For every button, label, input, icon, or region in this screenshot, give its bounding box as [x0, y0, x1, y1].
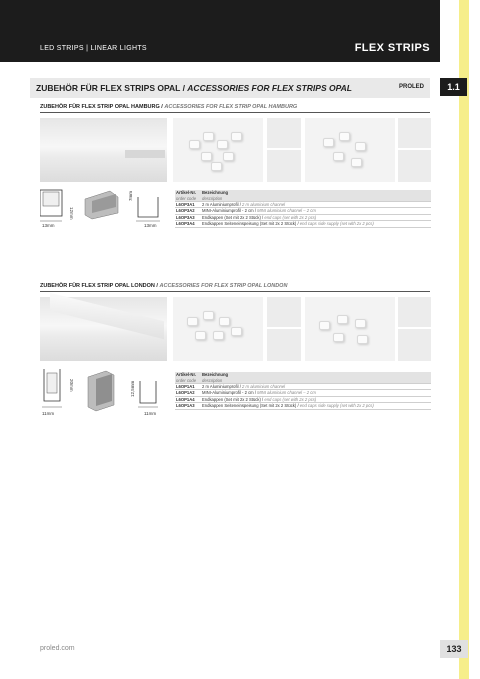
product-photo-channel	[40, 297, 167, 361]
dimension-width-2: 13mm	[144, 223, 157, 228]
product-photo-end-caps	[173, 118, 263, 182]
product-photo-side-caps	[305, 118, 395, 182]
product-photo-channel	[40, 118, 167, 182]
product-photo-detail-1	[267, 297, 301, 327]
technical-drawing-hamburg	[40, 187, 175, 229]
product-photo-detail-2	[267, 150, 301, 182]
technical-drawing-london	[40, 367, 175, 419]
section-title-london: ZUBEHÖR FÜR FLEX STRIP OPAL LONDON / ACCESSORIES FOR FLEX STRIP OPAL LONDON	[40, 283, 288, 289]
brand-logo: PROLED	[398, 84, 424, 90]
section-divider	[40, 112, 430, 113]
page-title-bar	[30, 78, 430, 98]
table-row: L6OP3A3 Endkappen (Set mit 2x 2 Stück) / end caps (set with 2x 2 pcs)	[175, 215, 431, 221]
page-header	[0, 0, 440, 62]
table-header-row: Artikel-Nr. order code Bezeichnung description	[175, 372, 431, 384]
dimension-height-2: 7mm	[128, 191, 133, 201]
table-row: L6OP3A2 MINI-Aluminiumprofil - 2 cm / MINI aluminium channel – 2 cm	[175, 208, 431, 214]
table-row: L6OP1A2 MINI-Aluminiumprofil - 2 cm / MINI aluminium channel – 2 cm	[175, 390, 431, 396]
table-row: L6OP1A4 Endkappen (Set mit 2x 2 Stück) / end caps (set with 2x 2 pcs)	[175, 397, 431, 403]
product-photo-side-caps	[305, 297, 395, 361]
product-photo-detail-1	[267, 118, 301, 148]
product-photo-detail-3	[398, 297, 431, 327]
order-table-hamburg	[175, 190, 431, 228]
dimension-height: 12mm	[69, 207, 74, 220]
section-divider	[40, 291, 430, 292]
header-category: LED STRIPS | LINEAR LIGHTS	[40, 45, 147, 52]
dimension-height: 20mm	[69, 379, 74, 392]
table-row: L6OP1A1 2 m Aluminiumprofil / 2 m aluminium channel	[175, 384, 431, 390]
page-number: 133	[440, 640, 468, 658]
header-section: FLEX STRIPS	[354, 42, 430, 54]
section-title-hamburg: ZUBEHÖR FÜR FLEX STRIP OPAL HAMBURG / ACCESSORIES FOR FLEX STRIP OPAL HAMBURG	[40, 104, 298, 110]
dimension-height-2: 12,5mm	[130, 380, 135, 397]
chapter-number: 1.1	[440, 78, 467, 96]
dimension-width: 11mm	[42, 411, 55, 416]
dimension-width: 13mm	[42, 223, 55, 228]
dimension-width-2: 11mm	[144, 411, 157, 416]
side-accent-bar	[459, 0, 469, 679]
table-row: L6OP3A1 2 m Aluminiumprofil / 2 m aluminium channel	[175, 202, 431, 208]
order-table-london	[175, 372, 431, 410]
product-photo-detail-3	[398, 118, 431, 148]
table-header-row: Artikel-Nr. order code Bezeichnung description	[175, 190, 431, 202]
footer-url[interactable]: proled.com	[40, 645, 75, 652]
product-photo-detail-4	[398, 150, 431, 182]
product-photo-detail-4	[398, 329, 431, 361]
page-title: ZUBEHÖR FÜR FLEX STRIPS OPAL / ACCESSORIES FOR FLEX STRIPS OPAL	[36, 83, 352, 93]
table-row: L6OP1A3 Endkappen Seiteneinspeisung (Set mit 2x 2 Stück) / end caps side supply (set with 2x 2 pcs)	[175, 403, 431, 409]
product-photo-end-caps	[173, 297, 263, 361]
table-row: L6OP3A4 Endkappen Seiteneinspeisung (Set mit 2x 2 Stück) / end caps side supply (set with 2x 2 pcs)	[175, 221, 431, 227]
product-photo-detail-2	[267, 329, 301, 361]
